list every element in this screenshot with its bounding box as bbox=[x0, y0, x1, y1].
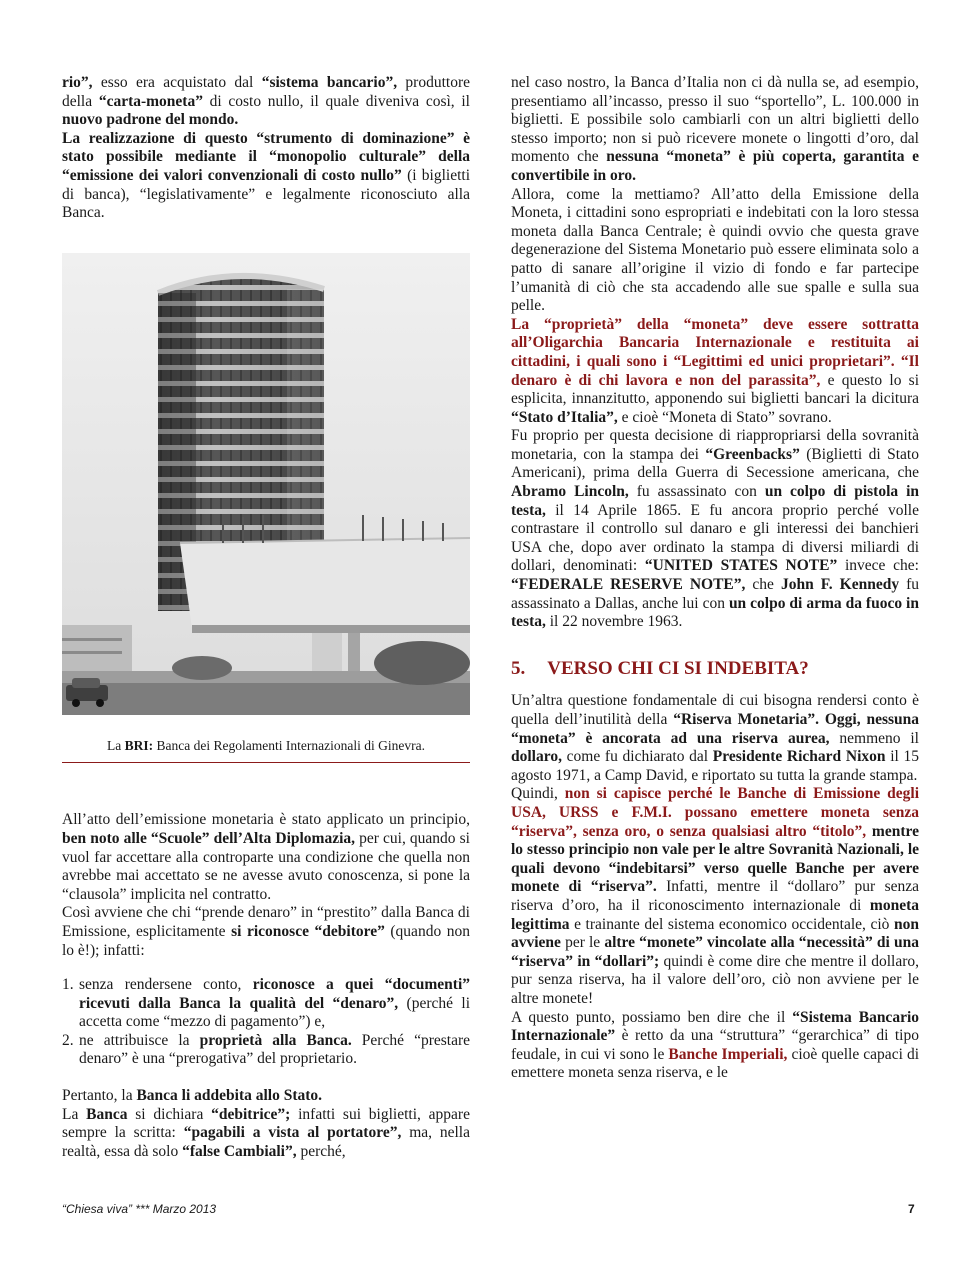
bold-text: “Sistema Bancario Internazionale” bbox=[511, 1008, 920, 1045]
body-text: invece che: bbox=[837, 557, 919, 575]
body-text: La bbox=[62, 1105, 87, 1123]
body-text: il 22 novembre 1963. bbox=[545, 613, 683, 631]
body-text: infatti sui biglietti, appare sempre la scritta: bbox=[62, 1105, 470, 1142]
body-text: quindi è come dire che mentre il dollaro, pur senza riserva, ha il valore dell’oro, ciò non avviene per le altre monete! bbox=[511, 952, 919, 1007]
body-text: La bbox=[107, 737, 125, 753]
section-heading bbox=[511, 657, 919, 679]
highlighted-text: non si capisce perché le Banche di Emissione degli USA, URSS e F.M.I. possano emettere moneta senza “riserva”, senza oro, o senza qualsiasi altro “titolo”, bbox=[511, 785, 919, 840]
bold-text: altre “monete” vincolate alla “necessità” di una “riserva” in “dollari”; bbox=[511, 934, 919, 970]
right-paragraph-2 bbox=[511, 186, 919, 316]
body-text: senza rendersene conto, bbox=[79, 976, 253, 994]
body-text: produttore della bbox=[62, 74, 470, 110]
body-text: e cioè “Moneta di Stato” sovrano. bbox=[617, 408, 832, 426]
right-paragraph-1 bbox=[511, 74, 919, 186]
bri-building-photo bbox=[62, 253, 470, 715]
body-text: Così avviene che chi “prende denaro” in “prestito” dalla Banca di Emissione, esplicitamente bbox=[62, 904, 470, 940]
body-text: fu assassinato a Dallas, anche lui con bbox=[511, 576, 920, 612]
body-text: nel caso nostro, la Banca d’Italia non ci dà nulla se, ad esempio, presentiamo all’incasso, presso il suo “sportello”, L. 100.000 in biglietti. E possibile solo cambiarli con un altri biglietti dello stesso importo; non si può ricevere monete o lingotti d’oro, dal momento che bbox=[511, 74, 919, 166]
body-text: Un’altra questione fondamentale di cui bisogna rendersi conto è quella dell’inutilità della bbox=[511, 692, 919, 728]
bold-text: moneta legittima bbox=[511, 896, 919, 933]
bold-text: un colpo di arma da fuoco in testa, bbox=[511, 594, 919, 631]
bold-text: proprietà alla Banca. bbox=[199, 1031, 352, 1049]
body-text: Infatti, mentre il “dollaro” pur senza riserva d’oro, ha il riconoscimento internazionale di bbox=[511, 878, 919, 914]
body-text: fu assassinato con bbox=[628, 483, 765, 501]
section-number: 5. bbox=[511, 657, 526, 679]
body-text: esso era acquistato dal bbox=[92, 74, 262, 91]
body-text: è retto da una “struttura” “gerarchica” di tipo feudale, in cui vi sono le bbox=[511, 1027, 919, 1063]
body-text: nemmeno il bbox=[829, 729, 919, 747]
list-number: 1. bbox=[62, 976, 74, 994]
body-text: che bbox=[745, 576, 781, 594]
body-text: si dichiara bbox=[127, 1105, 212, 1123]
footer-publication: “Chiesa viva” *** Marzo 2013 bbox=[62, 1202, 217, 1216]
body-text: di costo nullo, il quale diveniva così, il bbox=[202, 92, 470, 110]
body-text: Fu proprio per questa decisione di riappropriarsi della sovranità monetaria, con la stampa dei bbox=[511, 427, 919, 463]
body-text: (perché li accetta come “mezzo di pagamento”) e, bbox=[79, 994, 471, 1031]
bold-text: Banca li addebita allo Stato. bbox=[136, 1087, 323, 1105]
bold-text: La realizzazione di questo “strumento di dominazione” è stato possibile mediante il “monopolio culturale” della “emissione dei valori convenzionali di costo nullo” bbox=[62, 129, 470, 184]
numbered-list bbox=[62, 976, 470, 1069]
body-text: per le bbox=[560, 934, 605, 952]
body-text: A questo punto, possiamo ben dire che il bbox=[511, 1008, 793, 1026]
body-text: ne attribuisce la bbox=[79, 1031, 200, 1049]
body-text: per cui, quando si vuol far accettare alla controparte una condizione che quella non avrebbe mai accettato se ne avesse avuto conoscenza, si pone la “clausola” implicita nel contratto. bbox=[62, 829, 470, 903]
bold-text: ben noto alle “Scuole” dell’Alta Diplomazia, bbox=[62, 829, 356, 847]
right-paragraph-5 bbox=[511, 692, 919, 785]
body-text: Allora, come la mettiamo? All’atto della Emissione della Moneta, i cittadini sono espropriati e indebitati con la loro stessa moneta dalla Banca Centrale; è quindi ovvio che questa grave degenerazione del Sistema Monetario può essere eliminata solo a patto di sanare all’origine il vizio di fondo e far partecipe l’umanità di ciò che sta accadendo alle sue spalle e sulla sua pelle. bbox=[511, 185, 919, 315]
bold-text: nessuna “moneta” è più coperta, garantita e convertibile in oro. bbox=[511, 148, 919, 184]
body-text: il 15 agosto 1971, a Camp David, e riportato su tutta la grande stampa. bbox=[511, 748, 919, 784]
body-text: Quindi, bbox=[511, 785, 565, 803]
right-paragraph-6 bbox=[511, 785, 919, 1008]
body-text: Banca dei Regolamenti Internazionali di Ginevra. bbox=[153, 737, 425, 753]
body-text: e questo lo si esplicita, innanzitutto, apponendo sui biglietti bancari la dicitura bbox=[511, 371, 919, 408]
bold-text: “sistema bancario”, bbox=[261, 74, 398, 91]
body-text: (quando non lo è!); infatti: bbox=[62, 922, 470, 959]
body-text: All’atto dell’emissione monetaria è stato applicato un principio, bbox=[62, 811, 470, 829]
bold-text: Banca bbox=[86, 1105, 128, 1123]
page-number: 7 bbox=[908, 1202, 915, 1216]
bold-text: “carta-moneta” bbox=[98, 92, 203, 110]
body-text: come fu dichiarato dal bbox=[561, 748, 713, 766]
bold-text: Abramo Lincoln, bbox=[511, 483, 629, 501]
body-text: e trainante del sistema economico occidentale, ciò bbox=[569, 915, 894, 933]
bold-text: nuovo padrone del mondo. bbox=[62, 111, 239, 129]
body-text: perché, bbox=[296, 1142, 346, 1160]
bold-text: John F. Kennedy bbox=[780, 576, 900, 594]
right-paragraph-4 bbox=[511, 427, 919, 632]
right-paragraph-3 bbox=[511, 316, 919, 428]
bold-text: “Riserva Monetaria”. Oggi, nessuna “moneta” è ancorata ad una riserva aurea, bbox=[511, 711, 919, 747]
right-column bbox=[511, 74, 919, 1083]
left-paragraph-2 bbox=[62, 130, 470, 223]
list-item bbox=[62, 976, 470, 1032]
body-text: Perché “prestare denaro” è una “prerogativa” del proprietario. bbox=[79, 1031, 470, 1068]
left-paragraph-6 bbox=[62, 1106, 470, 1162]
body-text: (i biglietti di banca), “legislativamente” e legalmente riconosciuto alla Banca. bbox=[62, 166, 471, 222]
bold-text: un colpo di pistola in testa, bbox=[511, 483, 920, 519]
bold-text: “pagabili a vista al portatore”, bbox=[183, 1124, 402, 1142]
bold-text: mentre lo stesso principio non vale per le altre Sovranità Nazionali, le quali devono “indebitarsi” verso quelle Banche per avere monete di “riserva”. bbox=[511, 822, 919, 896]
section-title: VERSO CHI CI SI INDEBITA? bbox=[547, 657, 809, 679]
left-column bbox=[62, 74, 470, 1161]
bold-text: “Greenbacks” bbox=[705, 445, 800, 463]
left-paragraph-4 bbox=[62, 904, 470, 960]
bold-text: si riconosce “debitore” bbox=[231, 922, 385, 940]
body-text: ma, nella realtà, essa dà solo bbox=[62, 1124, 470, 1160]
body-text: Pertanto, la bbox=[62, 1087, 137, 1105]
list-item bbox=[62, 1032, 470, 1069]
bold-text: dollaro, bbox=[511, 748, 562, 766]
bri-tower-illustration bbox=[62, 253, 470, 715]
left-paragraph-1 bbox=[62, 74, 470, 130]
bold-text: “UNITED STATES NOTE” bbox=[644, 557, 838, 575]
bold-text: “FEDERALE RESERVE NOTE”, bbox=[511, 576, 746, 594]
left-paragraph-5 bbox=[62, 1087, 470, 1106]
highlighted-text: Banche Imperiali, bbox=[668, 1045, 788, 1063]
body-text: il 14 Aprile 1865. E fu ancora proprio perché volle contrastare il controllo sul danaro e gli interessi dei banchieri USA che, dopo aver ordinato la stampa di diversi miliardi di dollari, denominati: bbox=[511, 501, 919, 575]
bold-text: riconosce a quei “documenti” ricevuti dalla Banca la qualità del “denaro”, bbox=[79, 976, 471, 1012]
bold-text: non avviene bbox=[511, 915, 919, 952]
photo-caption bbox=[62, 737, 470, 764]
bold-text: Presidente Richard Nixon bbox=[712, 748, 886, 766]
right-paragraph-7 bbox=[511, 1009, 919, 1083]
bold-text: rio”, bbox=[62, 74, 93, 91]
bold-text: “debitrice”; bbox=[211, 1105, 291, 1123]
bold-text: “false Cambiali”, bbox=[182, 1142, 297, 1160]
bold-text: “Stato d’Italia”, bbox=[511, 408, 618, 426]
body-text: cioè quelle capaci di emettere moneta senza riserva, e le bbox=[511, 1045, 919, 1082]
list-number: 2. bbox=[62, 1031, 74, 1049]
left-paragraph-3 bbox=[62, 811, 470, 904]
bold-text: BRI: bbox=[124, 737, 154, 753]
body-text: (Biglietti di Stato Americani), prima della Guerra di Secessione americana, che bbox=[511, 445, 919, 482]
highlighted-text: La “proprietà” della “moneta” deve essere sottratta all’Oligarchia Bancaria Internazionale e restituita ai cittadini, i quali sono i “Legittimi ed unici proprietari”. “Il denaro è di chi lavora e non del parassita”, bbox=[511, 315, 919, 389]
